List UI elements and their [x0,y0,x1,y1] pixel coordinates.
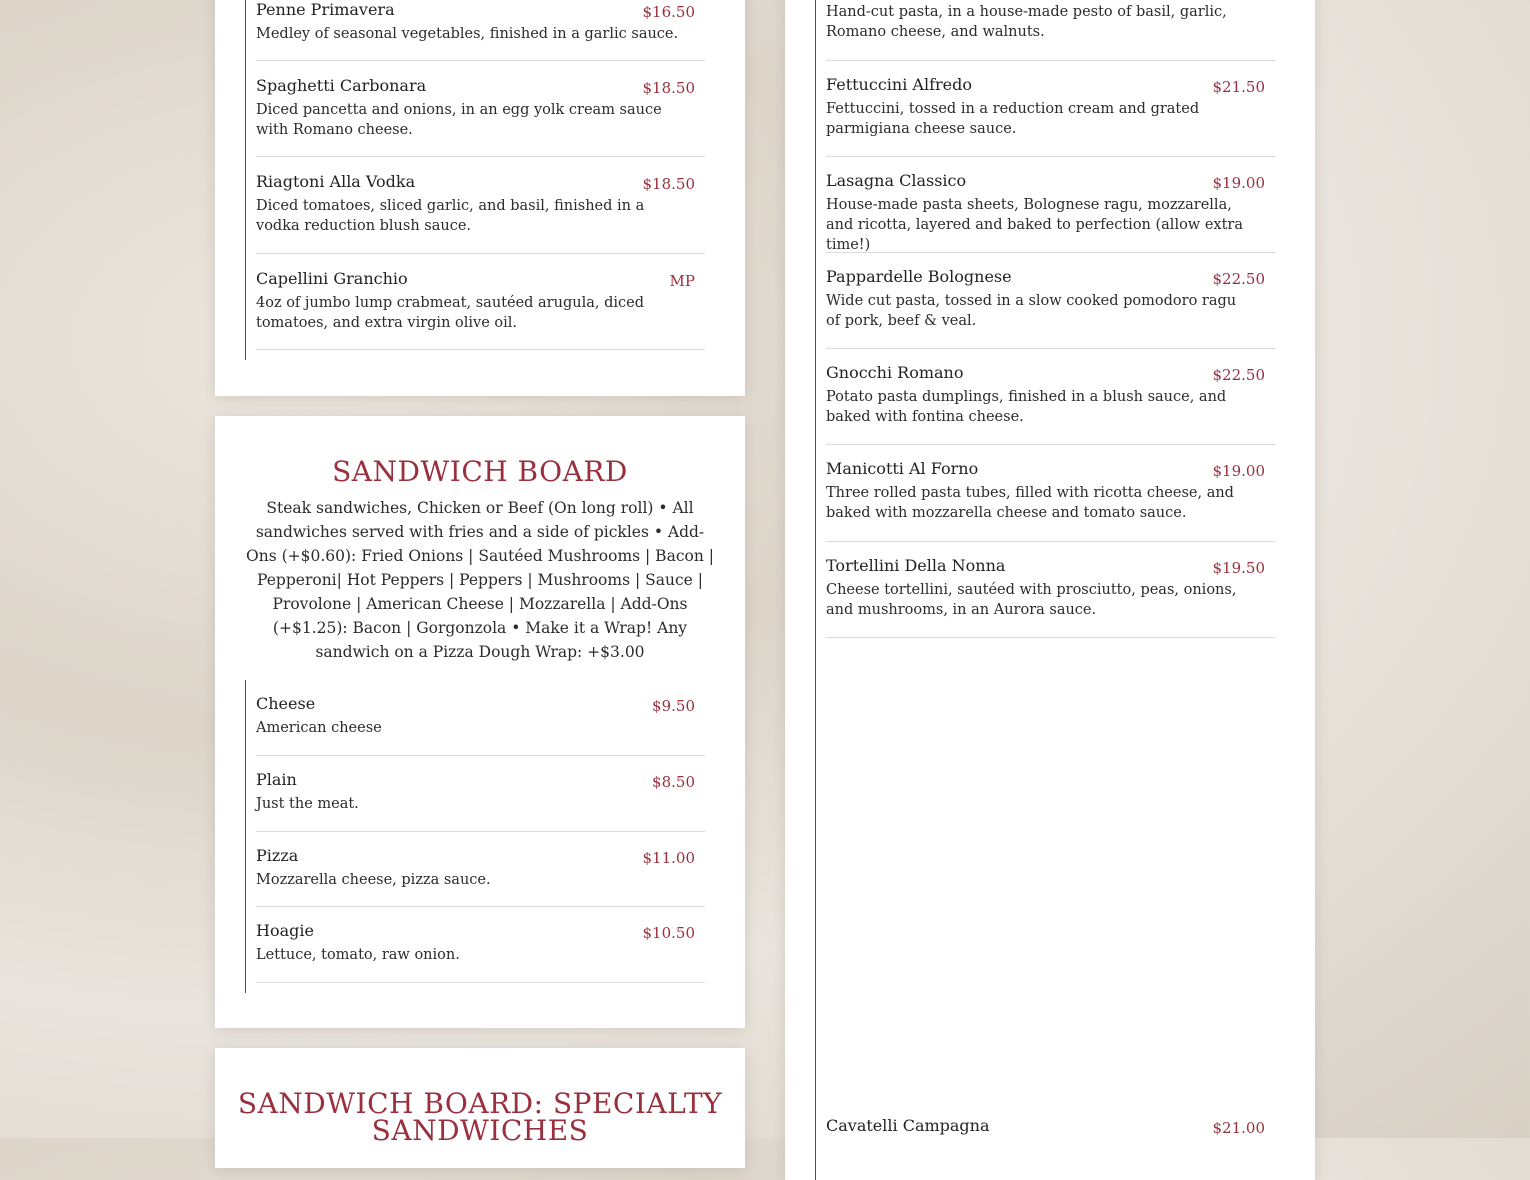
item-description: House-made pasta sheets, Bolognese ragu, mozzarella, and ricotta, layered and baked to perfection (allow extra time!) [826,197,1243,253]
pasta-card-left [215,0,745,396]
item-name: Plain [256,770,297,789]
menu-item[interactable] [826,556,1275,638]
item-name: Riagtoni Alla Vodka [256,172,416,191]
section-title [215,1087,745,1147]
item-name: Manicotti Al Forno [826,459,979,478]
pasta-items-right [815,0,1276,1180]
menu-item[interactable] [826,75,1275,157]
item-name: Tortellini Della Nonna [826,556,1006,575]
item-name: Lasagna Classico [826,171,967,190]
section-title-line: SANDWICH BOARD: SPECIALTY [237,1087,723,1120]
menu-item[interactable] [826,0,1275,61]
item-name: Hoagie [256,921,314,940]
sandwich-board-card [215,416,745,1028]
menu-item[interactable] [256,0,705,61]
section-title-line: SANDWICHES [371,1114,589,1147]
item-price: $18.50 [642,79,695,97]
item-name: Penne Primavera [256,0,395,19]
item-description: Medley of seasonal vegetables, finished in a garlic sauce. [256,26,679,42]
item-name: Fettuccini Alfredo [826,75,972,94]
item-price: $18.50 [642,175,695,193]
item-description: Wide cut pasta, tossed in a slow cooked pomodoro ragu of pork, beef & veal. [826,293,1237,329]
item-price: $21.50 [1212,78,1265,96]
menu-item[interactable] [826,1116,1275,1176]
pasta-card-right [785,0,1315,1180]
item-description: 4oz of jumbo lump crabmeat, sautéed arugula, diced tomatoes, and extra virgin olive oil. [256,295,644,331]
item-price: $22.50 [1212,270,1265,288]
menu-item[interactable] [256,76,705,157]
item-price: $19.50 [1212,559,1265,577]
menu-item[interactable] [826,171,1275,253]
item-name: Gnocchi Romano [826,363,964,382]
item-name: Spaghetti Carbonara [256,76,427,95]
item-description: Fettuccini, tossed in a reduction cream and grated parmigiana cheese sauce. [826,101,1200,137]
item-description: American cheese [256,720,382,736]
item-description: Hand-cut pasta, in a house-made pesto of basil, garlic, Romano cheese, and walnuts. [826,4,1227,40]
item-description: Lettuce, tomato, raw onion. [256,947,460,963]
menu-item[interactable] [256,172,705,254]
item-price: $9.50 [652,697,695,715]
menu-item[interactable] [256,694,705,756]
item-description: Three rolled pasta tubes, filled with ricotta cheese, and baked with mozzarella cheese and tomato sauce. [826,485,1234,521]
menu-item[interactable] [256,846,705,907]
pasta-items-left [245,0,706,360]
item-price: $19.00 [1212,174,1265,192]
item-description: Cheese tortellini, sautéed with prosciutto, peas, onions, and mushrooms, in an Aurora sauce. [826,582,1237,618]
menu-item[interactable] [256,770,705,832]
item-description: Potato pasta dumplings, finished in a blush sauce, and baked with fontina cheese. [826,389,1227,425]
item-name: Capellini Granchio [256,269,408,288]
menu-item[interactable] [826,363,1275,445]
menu-item[interactable] [826,267,1275,349]
item-price: $21.00 [1212,1119,1265,1137]
item-price: MP [669,272,695,290]
item-name: Pappardelle Bolognese [826,267,1012,286]
item-price: $16.50 [642,3,695,21]
item-description: Mozzarella cheese, pizza sauce. [256,872,491,888]
item-price: $19.00 [1212,462,1265,480]
menu-item[interactable] [256,921,705,983]
section-description: Steak sandwiches, Chicken or Beef (On long roll) • All sandwiches served with fries and a side of pickles • Add-Ons (+$0.60): Fried Onions | Sautéed Mushrooms | Bacon | Pepperoni| Hot Peppers | Peppers | Mushrooms | Sauce | Provolone | American Cheese | Mozzarella | Add-Ons (+$1.25): Bacon | Gorgonzola • Make it a Wrap! Any sandwich on a Pizza Dough Wrap: +$3.00 [246,499,714,661]
item-price: $10.50 [642,924,695,942]
item-description: Diced tomatoes, sliced garlic, and basil, finished in a vodka reduction blush sauce. [256,198,645,234]
item-price: $8.50 [652,773,695,791]
menu-item[interactable] [826,459,1275,542]
item-name: Cavatelli Campagna [826,1116,990,1135]
item-name: Cheese [256,694,316,713]
section-title: SANDWICH BOARD [332,455,628,488]
item-price: $22.50 [1212,366,1265,384]
menu-item[interactable] [256,269,705,350]
specialty-sandwiches-card [215,1048,745,1168]
item-description: Diced pancetta and onions, in an egg yolk cream sauce with Romano cheese. [256,102,662,138]
sandwich-items [245,680,706,993]
item-price: $11.00 [642,849,695,867]
item-description: Just the meat. [256,796,359,812]
item-name: Pizza [256,846,299,865]
